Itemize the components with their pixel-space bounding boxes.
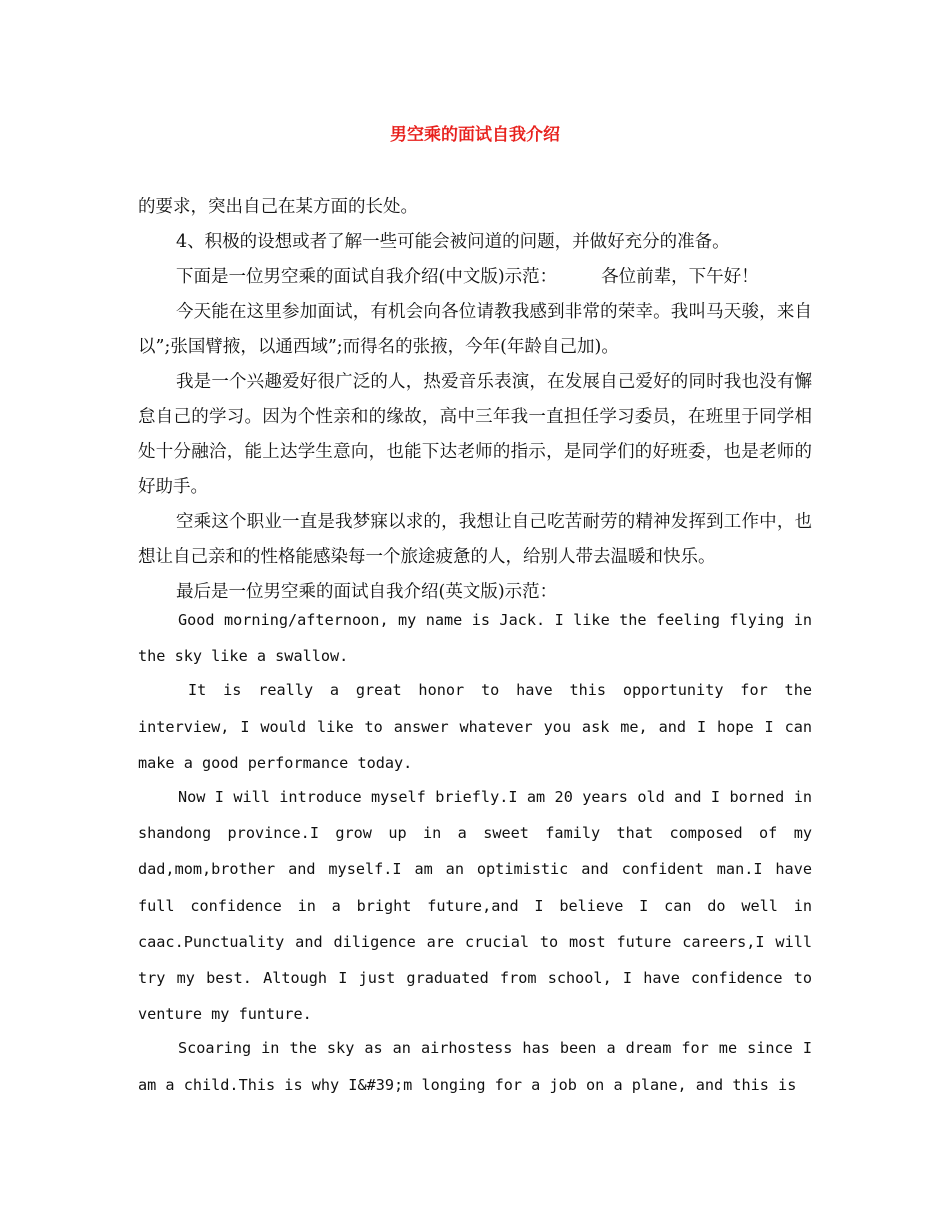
paragraph-requirements: 的要求，突出自己在某方面的长处。 bbox=[138, 197, 418, 217]
paragraph-english-dream: Scoaring in the sky as an airhostess has been a dream for me since I am a child.This is why I&#39;m longing for a job on a plane, and this is bbox=[138, 1039, 812, 1094]
paragraph-hobbies: 我是一个兴趣爱好很广泛的人，热爱音乐表演，在发展自己爱好的同时我也没有懈怠自己的学习。因为个性亲和的缘故，高中三年我一直担任学习委员，在班里于同学相处十分融洽，能上达学生意向，也能下达老师的指示，是同学们的好班委，也是老师的好助手。 bbox=[138, 372, 812, 497]
paragraph-tip-4: 4、积极的设想或者了解一些可能会被问道的问题，并做好充分的准备。 bbox=[176, 232, 730, 252]
paragraph-self-intro: 今天能在这里参加面试，有机会向各位请教我感到非常的荣幸。我叫马天骏，来自以”;张国臂掖，以通西域”;而得名的张掖，今年(年龄自己加)。 bbox=[138, 302, 812, 357]
chinese-sample-heading: 下面是一位男空乘的面试自我介绍(中文版)示范： bbox=[176, 267, 558, 287]
chinese-section bbox=[138, 190, 812, 610]
paragraph-english-greeting: Good morning/afternoon, my name is Jack. I like the feeling flying in the sky like a swallow. bbox=[138, 611, 812, 666]
paragraph-english-honor: It is really a great honor to have this opportunity for the interview, I would like to answer whatever you ask me, and I hope I can make a good performance today. bbox=[138, 681, 812, 772]
paragraph-english-sample-heading: 最后是一位男空乘的面试自我介绍(英文版)示范： bbox=[176, 582, 558, 602]
paragraph-chinese-sample-intro bbox=[138, 260, 812, 295]
document-title: 男空乘的面试自我介绍 bbox=[390, 125, 560, 145]
paragraph-career-dream: 空乘这个职业一直是我梦寐以求的，我想让自己吃苦耐劳的精神发挥到工作中，也想让自己亲和的性格能感染每一个旅途疲惫的人，给别人带去温暖和快乐。 bbox=[138, 512, 812, 567]
english-section bbox=[138, 604, 812, 1103]
paragraph-english-introduction: Now I will introduce myself briefly.I am 20 years old and I borned in shandong province.I grow up in a sweet family that composed of my dad,mom,brother and myself.I am an optimistic and confident man.I have full confidence in a bright future,and I believe I can do well in caac.Punctuality and diligence are crucial to most future careers,I will try my best. Altough I just graduated from school, I have confidence to venture my funture. bbox=[138, 788, 812, 1024]
greeting: 各位前辈，下午好！ bbox=[601, 267, 759, 287]
